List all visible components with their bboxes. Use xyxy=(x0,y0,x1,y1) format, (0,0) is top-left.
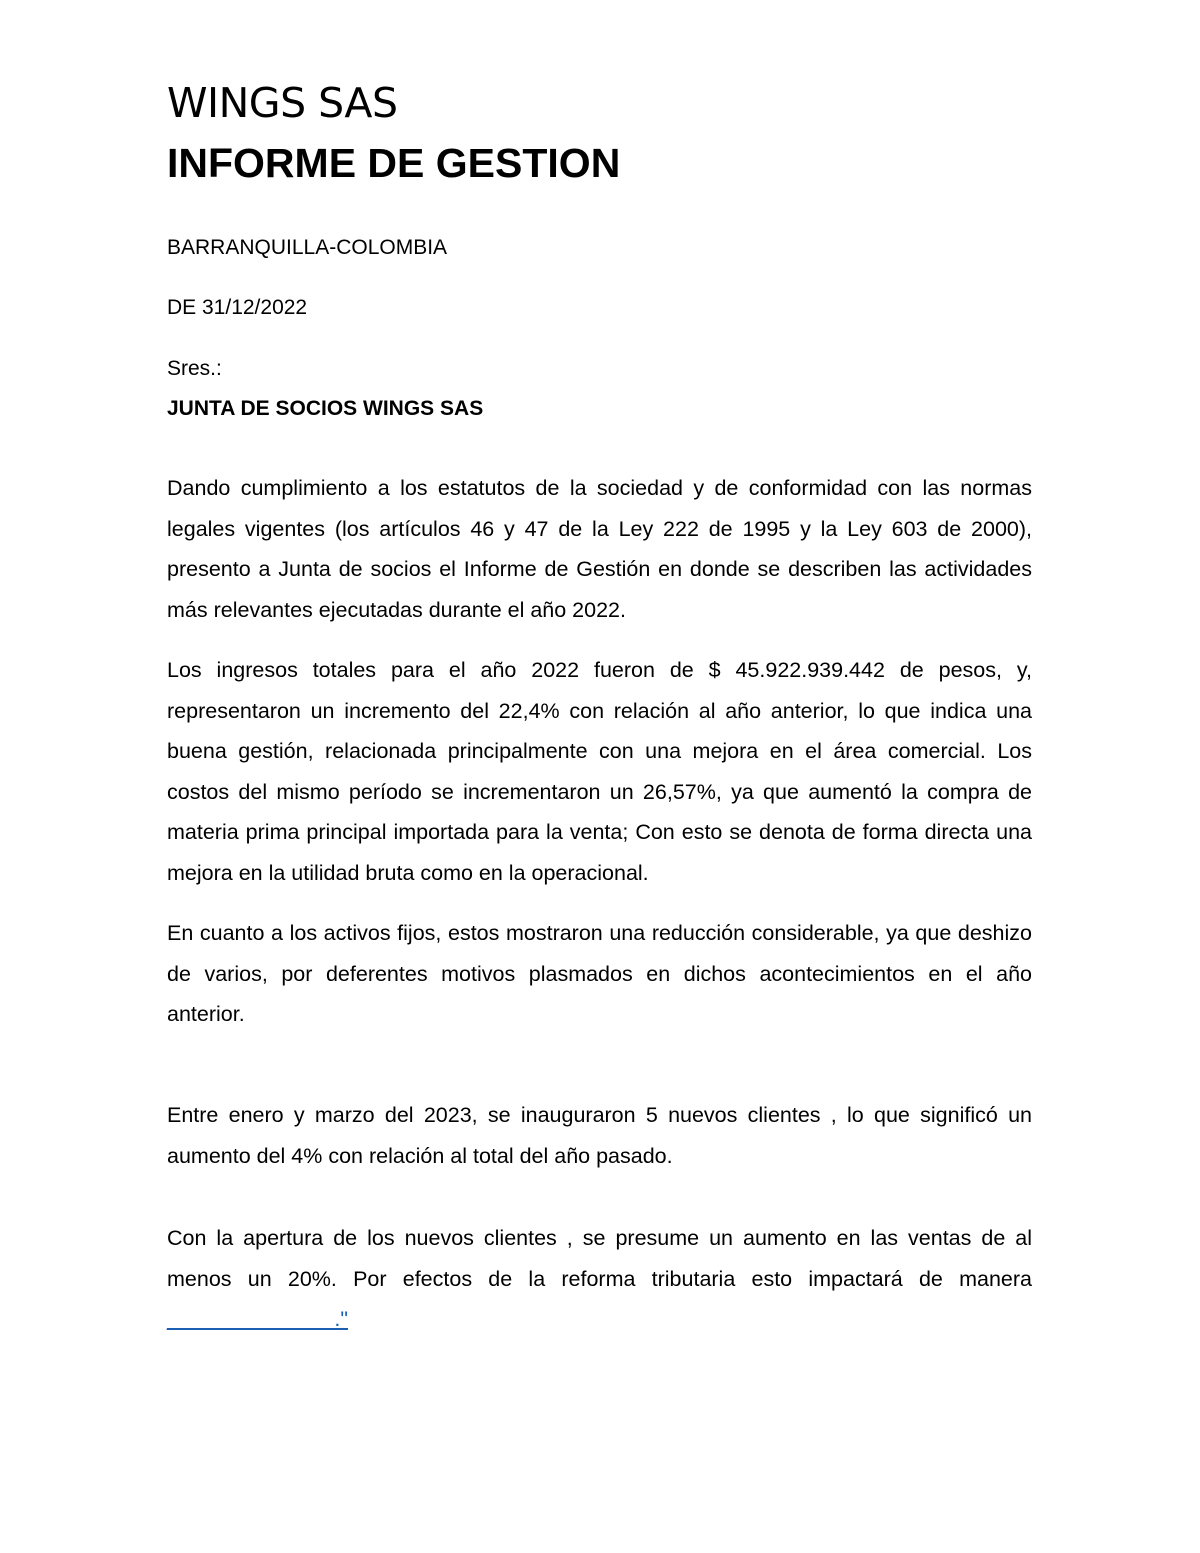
location-line: BARRANQUILLA-COLOMBIA xyxy=(167,236,448,259)
paragraph-outlook xyxy=(167,1218,1032,1340)
salutation-line: Sres.: xyxy=(167,357,222,380)
paragraph-income: Los ingresos totales para el año 2022 fueron de $ 45.922.939.442 de pesos, y, representaron un incremento del 22,4% con relación al año anterior, lo que indica una buena gestión, relacionada principalmente con una mejora en el área comercial. Los costos del mismo período se incrementaron un 26,57%, ya que aumentó la compra de materia prima principal importada para la venta; Con esto se denota de forma directa una mejora en la utilidad bruta como en la operacional. xyxy=(167,658,1032,885)
paragraph-outlook-text: Con la apertura de los nuevos clientes , se presume un aumento en las ventas de al menos un 20%. Por efectos de la reforma tributaria esto impactará de manera xyxy=(167,1226,1032,1291)
company-name: WINGS SAS xyxy=(167,79,398,127)
paragraph-introduction: Dando cumplimiento a los estatutos de la sociedad y de conformidad con las normas legales vigentes (los artículos 46 y 47 de la Ley 222 de 1995 y la Ley 603 de 2000), presento a Junta de socios el Informe de Gestión en donde se describen las actividades más relevantes ejecutadas durante el año 2022. xyxy=(167,476,1032,622)
paragraph-fixed-assets: En cuanto a los activos fijos, estos mostraron una reducción considerable, ya que deshizo de varios, por deferentes motivos plasmados en dichos acontecimientos en el año anterior. xyxy=(167,921,1032,1027)
date-line: DE 31/12/2022 xyxy=(167,296,308,319)
fill-in-blank-link[interactable]: ______________." xyxy=(167,1307,349,1332)
addressee-line: JUNTA DE SOCIOS WINGS SAS xyxy=(167,397,484,420)
report-title: INFORME DE GESTION xyxy=(167,140,621,186)
paragraph-new-clients: Entre enero y marzo del 2023, se inauguraron 5 nuevos clientes , lo que significó un aumento del 4% con relación al total del año pasado. xyxy=(167,1103,1032,1168)
